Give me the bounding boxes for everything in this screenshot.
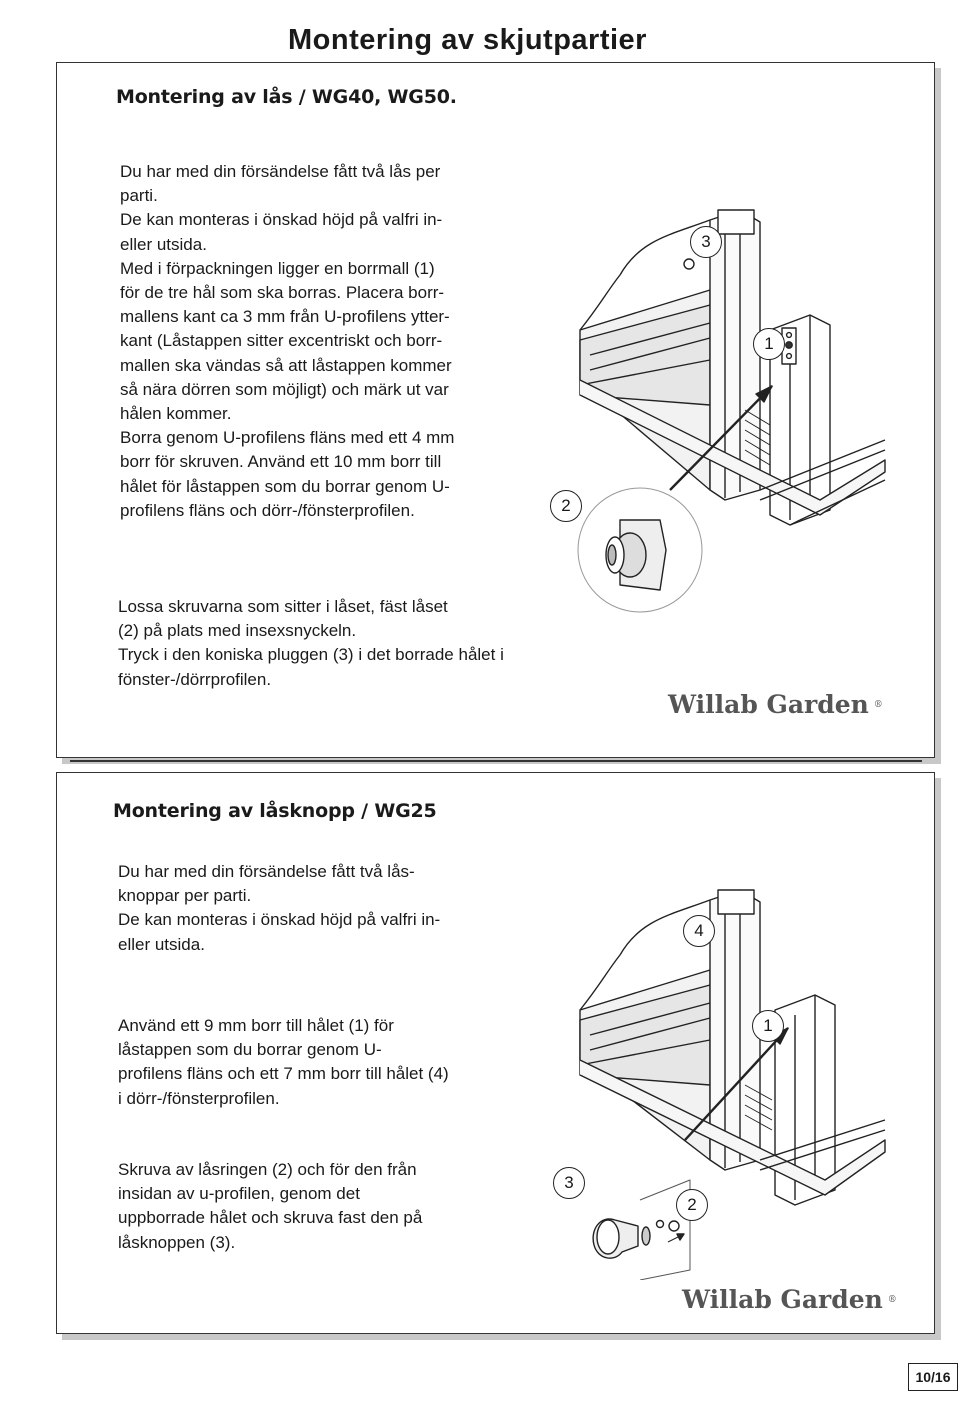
willab-garden-logo bbox=[682, 1285, 897, 1314]
text-line: De kan monteras i önskad höjd på valfri in- bbox=[118, 910, 441, 930]
text-line: borr för skruven. Använd ett 10 mm borr till bbox=[120, 452, 442, 472]
text-line: Med i förpackningen ligger en borrmall (1) bbox=[120, 258, 435, 278]
text-line: kant (Låstappen sitter excentriskt och borr- bbox=[120, 331, 443, 351]
text-line: Lossa skruvarna som sitter i låset, fäst låset bbox=[118, 597, 448, 616]
text-line: De kan monteras i önskad höjd på valfri in- bbox=[120, 210, 443, 230]
logo-text: Willab Garden bbox=[668, 690, 869, 719]
text-line: låstappen som du borrar genom U- bbox=[118, 1040, 382, 1060]
callout-3: 3 bbox=[553, 1167, 585, 1199]
text-line: så nära dörren som möjligt) och märk ut var bbox=[120, 379, 449, 399]
text-line: eller utsida. bbox=[120, 234, 207, 254]
text-line: för de tre hål som ska borras. Placera borr- bbox=[120, 283, 445, 303]
lock-fitting-text bbox=[118, 595, 504, 692]
page-title: Montering av skjutpartier bbox=[288, 24, 647, 56]
text-line: hålen kommer. bbox=[120, 404, 232, 424]
registered-mark-icon: ® bbox=[873, 699, 883, 710]
text-line: profilens fläns och ett 7 mm borr till hålet (4) bbox=[118, 1064, 449, 1084]
logo-text: Willab Garden bbox=[682, 1285, 883, 1314]
lock-instructions-text bbox=[120, 160, 454, 523]
text-line: uppborrade hålet och skruva fast den på bbox=[118, 1208, 423, 1228]
callout-3: 3 bbox=[690, 226, 722, 258]
knob-ring-text bbox=[118, 1158, 422, 1255]
knob-intro-text bbox=[118, 860, 440, 957]
registered-mark-icon: ® bbox=[887, 1294, 897, 1305]
section-title-lock: Montering av lås / WG40, WG50. bbox=[116, 86, 457, 108]
text-line: profilens fläns och dörr-/fönsterprofilen. bbox=[120, 500, 415, 520]
text-line: mallen ska vändas så att låstappen kommer bbox=[120, 355, 452, 375]
text-line: knoppar per parti. bbox=[118, 886, 252, 906]
page-number: 10/16 bbox=[908, 1363, 958, 1391]
section-title-knob: Montering av låsknopp / WG25 bbox=[113, 800, 437, 822]
text-line: insidan av u-profilen, genom det bbox=[118, 1184, 360, 1204]
text-line: Använd ett 9 mm borr till hålet (1) för bbox=[118, 1016, 394, 1035]
text-line: Tryck i den koniska pluggen (3) i det borrade hålet i bbox=[118, 645, 504, 665]
text-line: fönster-/dörrprofilen. bbox=[118, 669, 272, 689]
knob-drilling-text bbox=[118, 1014, 449, 1111]
text-line: Skruva av låsringen (2) och för den från bbox=[118, 1160, 417, 1179]
text-line: mallens kant ca 3 mm från U-profilens ytter- bbox=[120, 307, 450, 327]
text-line: parti. bbox=[120, 186, 158, 206]
callout-2: 2 bbox=[676, 1189, 708, 1221]
panel-divider bbox=[70, 760, 922, 762]
text-line: låsknoppen (3). bbox=[118, 1232, 236, 1252]
text-line: (2) på plats med insexsnyckeln. bbox=[118, 621, 357, 641]
callout-2: 2 bbox=[550, 490, 582, 522]
lock-assembly-illustration bbox=[560, 180, 890, 640]
text-line: hålet för låstappen som du borrar genom U- bbox=[120, 476, 450, 496]
text-line: i dörr-/fönsterprofilen. bbox=[118, 1088, 280, 1108]
knob-assembly-illustration bbox=[560, 870, 890, 1280]
callout-1: 1 bbox=[753, 328, 785, 360]
text-line: Du har med din försändelse fått två lås per bbox=[120, 162, 441, 181]
willab-garden-logo bbox=[668, 690, 883, 719]
text-line: Du har med din försändelse fått två lås- bbox=[118, 862, 415, 881]
callout-1: 1 bbox=[752, 1010, 784, 1042]
text-line: Borra genom U-profilens fläns med ett 4 mm bbox=[120, 428, 455, 448]
callout-4: 4 bbox=[683, 915, 715, 947]
text-line: eller utsida. bbox=[118, 934, 205, 954]
